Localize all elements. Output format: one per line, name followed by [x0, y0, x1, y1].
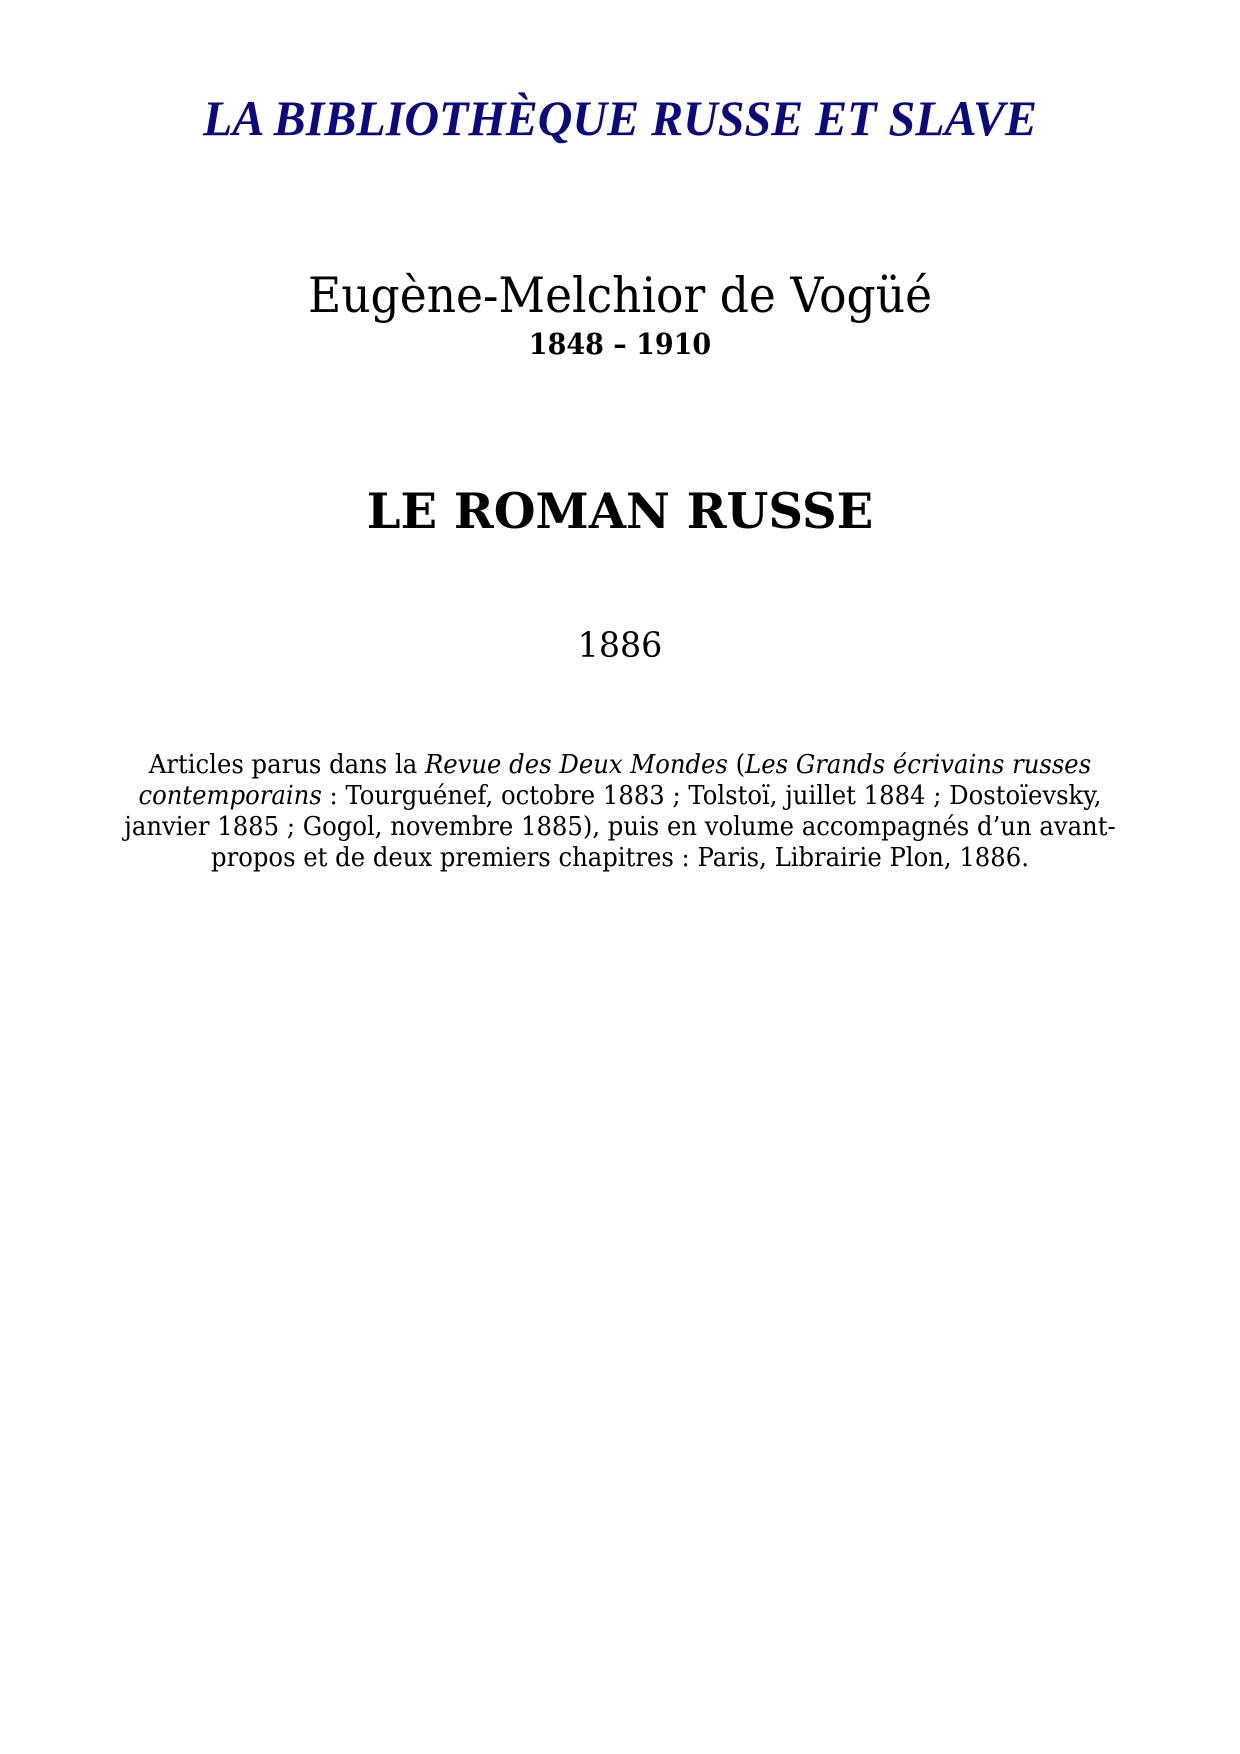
series-title-continued: contemporains: [138, 781, 322, 811]
note-text: propos et de deux premiers chapitres : Paris, Librairie Plon, 1886.: [211, 843, 1029, 873]
note-line-4: [87, 843, 1153, 874]
note-line-1: [87, 750, 1153, 781]
note-text: : Tourguénef, octobre 1883 ; Tolstoï, juillet 1884 ; Dostoïevsky,: [321, 781, 1102, 811]
note-line-2: [87, 781, 1153, 812]
note-text: Articles parus dans la: [148, 750, 425, 780]
note-text: (: [727, 750, 746, 780]
journal-title: Revue des Deux Mondes: [424, 750, 728, 780]
note-line-3: [87, 812, 1153, 843]
author-name: Eugène-Melchior de Vogüé: [307, 267, 933, 324]
author-dates: 1848 – 1910: [528, 327, 712, 361]
series-title: Les Grands écrivains russes: [745, 750, 1092, 780]
work-title: LE ROMAN RUSSE: [366, 482, 874, 540]
publication-year: 1886: [577, 626, 663, 666]
publication-note: [50, 750, 1190, 874]
series-banner: LA BIBLIOTHÈQUE RUSSE ET SLAVE: [202, 90, 1037, 146]
note-text: janvier 1885 ; Gogol, novembre 1885), puis en volume accompagnés d’un avant-: [124, 812, 1116, 842]
